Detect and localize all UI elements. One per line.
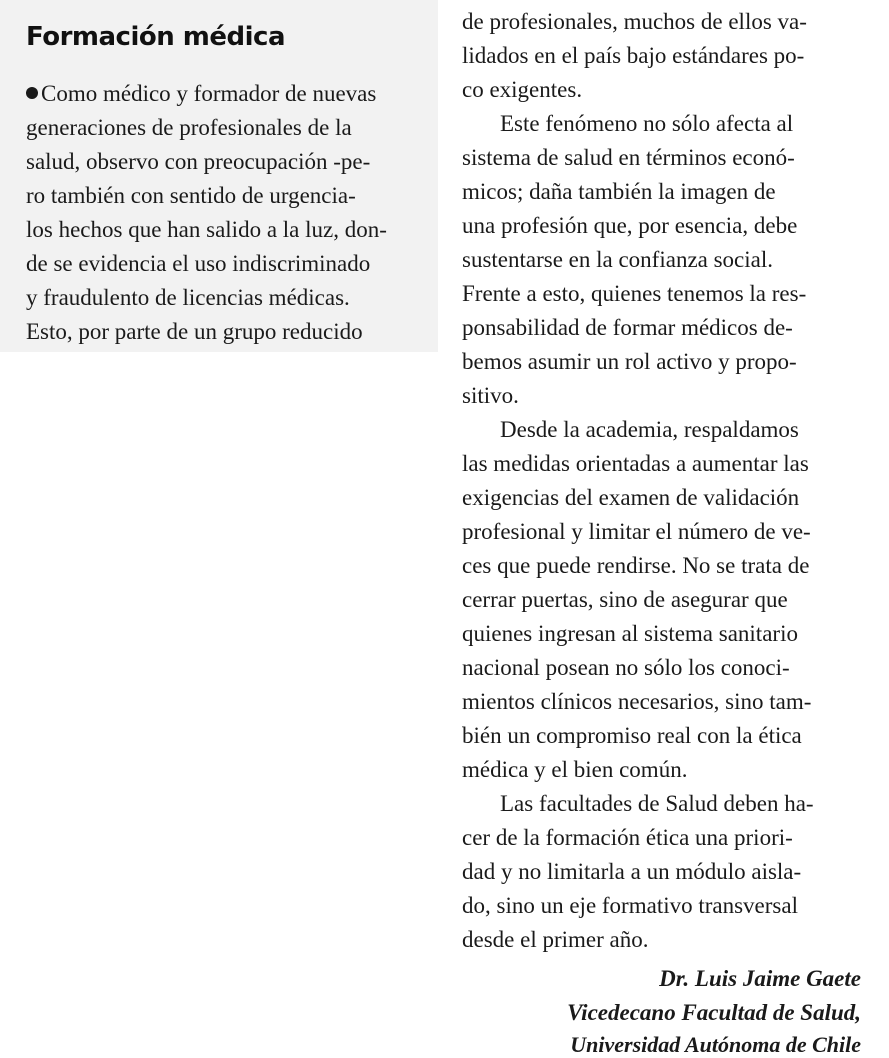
body-line: cerrar puertas, sino de asegurar que	[462, 587, 788, 612]
body-line: nacional posean no sólo los conoci-	[462, 655, 790, 680]
body-line: Desde la academia, respaldamos	[500, 417, 799, 442]
article-title: Formación médica	[26, 22, 285, 52]
body-line: salud, observo con preocupación -pe-	[26, 149, 371, 174]
signature-institution: Universidad Autónoma de Chile	[570, 1032, 861, 1057]
body-line: Esto, por parte de un grupo reducido	[26, 319, 363, 344]
body-line: bemos asumir un rol activo y propo-	[462, 349, 797, 374]
body-line: Este fenómeno no sólo afecta al	[500, 111, 794, 136]
body-line: sitivo.	[462, 383, 519, 408]
body-line: generaciones de profesionales de la	[26, 115, 352, 140]
body-line	[26, 82, 376, 105]
body-line: médica y el bien común.	[462, 757, 688, 782]
body-line: las medidas orientadas a aumentar las	[462, 451, 809, 476]
body-line-text: Como médico y formador de nuevas	[41, 81, 377, 106]
body-line: sistema de salud en términos econó-	[462, 145, 795, 170]
body-line: co exigentes.	[462, 77, 583, 102]
body-line: dad y no limitarla a un módulo aisla-	[462, 859, 802, 884]
body-line: quienes ingresan al sistema sanitario	[462, 621, 798, 646]
body-line: exigencias del examen de validación	[462, 485, 800, 510]
body-line: de profesionales, muchos de ellos va-	[462, 9, 807, 34]
body-line: Las facultades de Salud deben ha-	[500, 791, 814, 816]
body-line: ponsabilidad de formar médicos de-	[462, 315, 793, 340]
body-line: los hechos que han salido a la luz, don-	[26, 217, 387, 242]
body-line: ces que puede rendirse. No se trata de	[462, 553, 810, 578]
body-line: Frente a esto, quienes tenemos la res-	[462, 281, 807, 306]
body-line: mientos clínicos necesarios, sino tam-	[462, 689, 812, 714]
body-line: sustentarse en la confianza social.	[462, 247, 774, 272]
body-line: una profesión que, por esencia, debe	[462, 213, 798, 238]
body-line: bién un compromiso real con la ética	[462, 723, 802, 748]
body-line: profesional y limitar el número de ve-	[462, 519, 811, 544]
body-line: lidados en el país bajo estándares po-	[462, 43, 805, 68]
body-line: de se evidencia el uso indiscriminado	[26, 251, 371, 276]
body-line: ro también con sentido de urgencia-	[26, 183, 356, 208]
signature-role: Vicedecano Facultad de Salud,	[567, 1000, 861, 1025]
body-line: desde el primer año.	[462, 927, 649, 952]
body-line: y fraudulento de licencias médicas.	[26, 285, 350, 310]
body-line: do, sino un eje formativo transversal	[462, 893, 798, 918]
signature-name: Dr. Luis Jaime Gaete	[659, 966, 861, 991]
left-column	[0, 0, 438, 352]
body-line: cer de la formación ética una priori-	[462, 825, 793, 850]
bullet-icon	[26, 87, 38, 99]
body-line: micos; daña también la imagen de	[462, 179, 776, 204]
